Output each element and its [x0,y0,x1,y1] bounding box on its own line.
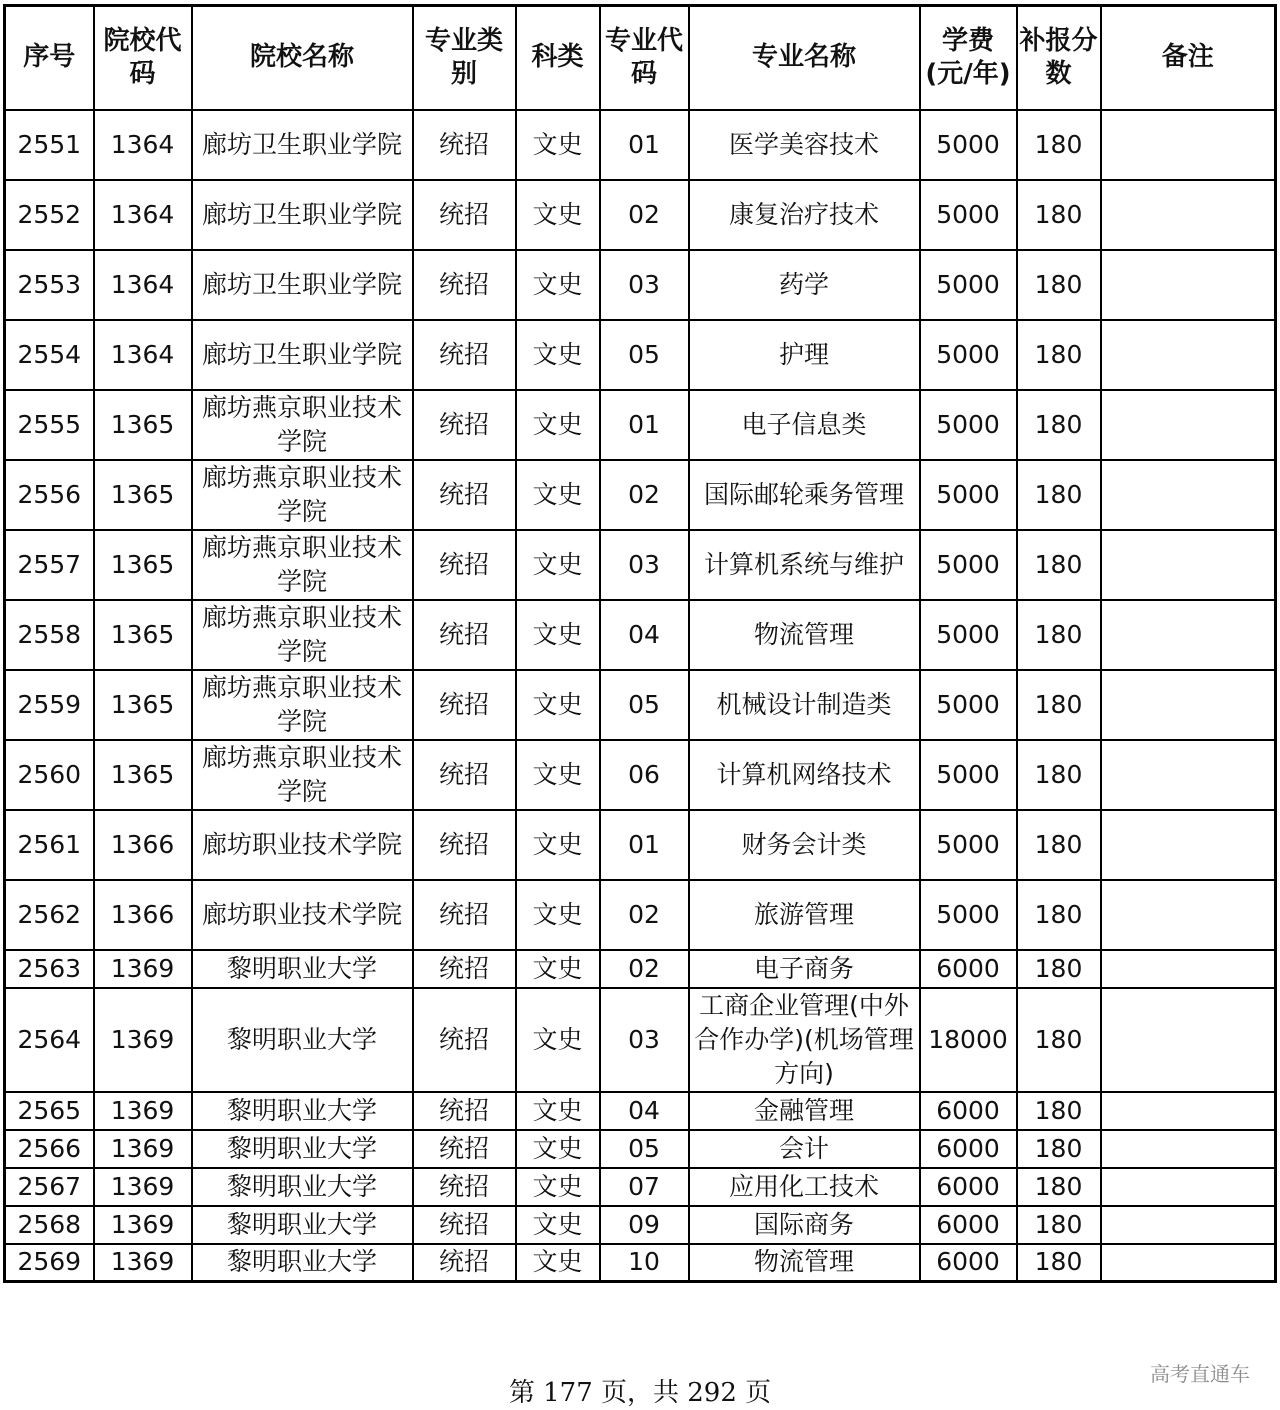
cell-score: 180 [1017,180,1101,250]
watermark: 高考直通车 [1150,1362,1250,1386]
cell-tuition: 5000 [920,250,1017,320]
cell-seq: 2560 [5,740,94,810]
cell-remarks [1101,950,1276,988]
cell-major-code: 05 [600,670,689,740]
cell-subject-type: 文史 [516,950,600,988]
cell-school-name: 黎明职业大学 [192,1206,413,1244]
cell-major-category: 统招 [413,950,516,988]
cell-school-name: 廊坊职业技术学院 [192,810,413,880]
cell-major-category: 统招 [413,1244,516,1282]
cell-major-name: 金融管理 [689,1092,920,1130]
cell-school-code: 1365 [94,600,192,670]
header-remarks: 备注 [1101,6,1276,110]
cell-tuition: 6000 [920,1168,1017,1206]
cell-school-name: 廊坊卫生职业学院 [192,110,413,180]
cell-seq: 2558 [5,600,94,670]
cell-score: 180 [1017,880,1101,950]
cell-major-code: 02 [600,950,689,988]
cell-major-code: 10 [600,1244,689,1282]
cell-major-code: 06 [600,740,689,810]
cell-major-code: 01 [600,390,689,460]
cell-major-category: 统招 [413,670,516,740]
cell-subject-type: 文史 [516,740,600,810]
cell-school-name: 廊坊燕京职业技术学院 [192,460,413,530]
cell-score: 180 [1017,1130,1101,1168]
table-row [5,740,1276,810]
cell-remarks [1101,250,1276,320]
cell-tuition: 5000 [920,180,1017,250]
cell-score: 180 [1017,1206,1101,1244]
cell-seq: 2554 [5,320,94,390]
cell-school-code: 1365 [94,670,192,740]
cell-seq: 2566 [5,1130,94,1168]
cell-score: 180 [1017,250,1101,320]
cell-school-name: 廊坊卫生职业学院 [192,180,413,250]
cell-subject-type: 文史 [516,1130,600,1168]
cell-seq: 2568 [5,1206,94,1244]
cell-major-code: 09 [600,1206,689,1244]
cell-subject-type: 文史 [516,110,600,180]
cell-major-code: 05 [600,320,689,390]
cell-major-category: 统招 [413,1130,516,1168]
cell-major-name: 财务会计类 [689,810,920,880]
cell-score: 180 [1017,390,1101,460]
cell-school-code: 1365 [94,530,192,600]
cell-tuition: 5000 [920,880,1017,950]
cell-major-code: 05 [600,1130,689,1168]
cell-remarks [1101,180,1276,250]
cell-school-name: 廊坊燕京职业技术学院 [192,670,413,740]
cell-score: 180 [1017,530,1101,600]
header-school-name: 院校名称 [192,6,413,110]
cell-major-name: 护理 [689,320,920,390]
cell-major-category: 统招 [413,1092,516,1130]
table-row [5,390,1276,460]
cell-subject-type: 文史 [516,810,600,880]
cell-school-code: 1365 [94,460,192,530]
cell-school-code: 1364 [94,110,192,180]
table-row [5,110,1276,180]
cell-major-name: 应用化工技术 [689,1168,920,1206]
cell-school-name: 黎明职业大学 [192,1130,413,1168]
cell-remarks [1101,880,1276,950]
cell-seq: 2555 [5,390,94,460]
cell-major-name: 国际商务 [689,1206,920,1244]
cell-school-name: 廊坊燕京职业技术学院 [192,600,413,670]
table-row [5,950,1276,988]
cell-major-category: 统招 [413,880,516,950]
cell-score: 180 [1017,810,1101,880]
cell-tuition: 5000 [920,460,1017,530]
cell-seq: 2564 [5,988,94,1092]
cell-score: 180 [1017,950,1101,988]
table-row [5,1168,1276,1206]
cell-major-category: 统招 [413,600,516,670]
cell-remarks [1101,390,1276,460]
cell-major-name: 工商企业管理(中外合作办学)(机场管理方向) [689,988,920,1092]
cell-tuition: 5000 [920,390,1017,460]
cell-major-category: 统招 [413,460,516,530]
cell-school-code: 1364 [94,320,192,390]
header-row [5,6,1276,110]
cell-tuition: 6000 [920,1092,1017,1130]
cell-remarks [1101,530,1276,600]
cell-school-name: 黎明职业大学 [192,1092,413,1130]
cell-remarks [1101,670,1276,740]
cell-score: 180 [1017,600,1101,670]
cell-remarks [1101,460,1276,530]
cell-remarks [1101,1206,1276,1244]
cell-major-name: 电子信息类 [689,390,920,460]
table-row [5,250,1276,320]
cell-subject-type: 文史 [516,880,600,950]
cell-remarks [1101,988,1276,1092]
cell-subject-type: 文史 [516,988,600,1092]
cell-subject-type: 文史 [516,1168,600,1206]
cell-tuition: 6000 [920,1130,1017,1168]
cell-major-category: 统招 [413,390,516,460]
cell-major-code: 01 [600,110,689,180]
cell-subject-type: 文史 [516,1092,600,1130]
cell-major-name: 旅游管理 [689,880,920,950]
cell-school-code: 1364 [94,250,192,320]
header-major-category: 专业类别 [413,6,516,110]
header-subject-type: 科类 [516,6,600,110]
cell-school-code: 1369 [94,950,192,988]
table-body [5,110,1276,1282]
table-row [5,1130,1276,1168]
cell-school-code: 1369 [94,1130,192,1168]
cell-remarks [1101,1244,1276,1282]
cell-major-code: 04 [600,1092,689,1130]
cell-major-category: 统招 [413,988,516,1092]
cell-seq: 2562 [5,880,94,950]
cell-school-code: 1369 [94,988,192,1092]
cell-tuition: 5000 [920,740,1017,810]
cell-major-name: 机械设计制造类 [689,670,920,740]
cell-school-code: 1365 [94,390,192,460]
cell-subject-type: 文史 [516,530,600,600]
table-row [5,530,1276,600]
cell-score: 180 [1017,110,1101,180]
table-row [5,460,1276,530]
cell-school-name: 黎明职业大学 [192,1168,413,1206]
header-school-code: 院校代码 [94,6,192,110]
cell-school-code: 1369 [94,1092,192,1130]
cell-major-name: 物流管理 [689,1244,920,1282]
cell-seq: 2565 [5,1092,94,1130]
cell-remarks [1101,1092,1276,1130]
cell-school-name: 黎明职业大学 [192,1244,413,1282]
cell-tuition: 18000 [920,988,1017,1092]
cell-tuition: 6000 [920,950,1017,988]
cell-seq: 2551 [5,110,94,180]
cell-tuition: 5000 [920,530,1017,600]
cell-major-code: 03 [600,988,689,1092]
cell-seq: 2563 [5,950,94,988]
cell-score: 180 [1017,320,1101,390]
cell-remarks [1101,1130,1276,1168]
cell-major-name: 康复治疗技术 [689,180,920,250]
table-row [5,180,1276,250]
table-row [5,670,1276,740]
cell-tuition: 5000 [920,320,1017,390]
cell-seq: 2557 [5,530,94,600]
cell-school-code: 1366 [94,880,192,950]
cell-school-name: 廊坊卫生职业学院 [192,250,413,320]
cell-major-name: 物流管理 [689,600,920,670]
page-footer: 第 177 页，共 292 页 [508,1378,772,1408]
cell-major-code: 02 [600,460,689,530]
cell-seq: 2556 [5,460,94,530]
table-row [5,320,1276,390]
cell-subject-type: 文史 [516,600,600,670]
cell-major-category: 统招 [413,1206,516,1244]
cell-major-code: 07 [600,1168,689,1206]
header-major-name: 专业名称 [689,6,920,110]
cell-major-code: 02 [600,180,689,250]
cell-score: 180 [1017,670,1101,740]
header-seq: 序号 [5,6,94,110]
cell-remarks [1101,320,1276,390]
cell-major-category: 统招 [413,740,516,810]
table-row [5,880,1276,950]
cell-major-name: 电子商务 [689,950,920,988]
cell-school-name: 廊坊职业技术学院 [192,880,413,950]
cell-score: 180 [1017,740,1101,810]
cell-score: 180 [1017,988,1101,1092]
table-row [5,1206,1276,1244]
table-row [5,1244,1276,1282]
cell-tuition: 5000 [920,600,1017,670]
cell-major-name: 计算机系统与维护 [689,530,920,600]
cell-seq: 2559 [5,670,94,740]
cell-seq: 2552 [5,180,94,250]
cell-subject-type: 文史 [516,1244,600,1282]
cell-school-name: 廊坊燕京职业技术学院 [192,390,413,460]
header-major-code: 专业代码 [600,6,689,110]
cell-major-name: 计算机网络技术 [689,740,920,810]
cell-remarks [1101,740,1276,810]
cell-remarks [1101,600,1276,670]
cell-major-category: 统招 [413,110,516,180]
cell-major-code: 02 [600,880,689,950]
cell-school-code: 1364 [94,180,192,250]
cell-subject-type: 文史 [516,320,600,390]
header-score: 补报分数 [1017,6,1101,110]
cell-school-name: 黎明职业大学 [192,988,413,1092]
cell-tuition: 6000 [920,1206,1017,1244]
cell-school-name: 廊坊燕京职业技术学院 [192,530,413,600]
cell-major-category: 统招 [413,530,516,600]
table-row [5,1092,1276,1130]
cell-seq: 2569 [5,1244,94,1282]
cell-subject-type: 文史 [516,180,600,250]
cell-school-name: 廊坊卫生职业学院 [192,320,413,390]
cell-major-category: 统招 [413,810,516,880]
table-row [5,810,1276,880]
cell-school-code: 1365 [94,740,192,810]
header-tuition: 学费(元/年) [920,6,1017,110]
cell-major-name: 会计 [689,1130,920,1168]
cell-major-name: 医学美容技术 [689,110,920,180]
cell-remarks [1101,810,1276,880]
cell-subject-type: 文史 [516,1206,600,1244]
cell-school-name: 廊坊燕京职业技术学院 [192,740,413,810]
admission-table [3,4,1277,1283]
cell-score: 180 [1017,460,1101,530]
cell-remarks [1101,110,1276,180]
cell-school-code: 1369 [94,1168,192,1206]
cell-major-category: 统招 [413,180,516,250]
cell-major-name: 药学 [689,250,920,320]
cell-subject-type: 文史 [516,460,600,530]
cell-score: 180 [1017,1092,1101,1130]
table-row [5,600,1276,670]
cell-major-name: 国际邮轮乘务管理 [689,460,920,530]
cell-major-code: 04 [600,600,689,670]
cell-major-code: 03 [600,530,689,600]
cell-school-code: 1369 [94,1206,192,1244]
cell-school-code: 1369 [94,1244,192,1282]
cell-seq: 2561 [5,810,94,880]
cell-remarks [1101,1168,1276,1206]
cell-school-code: 1366 [94,810,192,880]
cell-major-code: 03 [600,250,689,320]
cell-tuition: 5000 [920,110,1017,180]
cell-major-code: 01 [600,810,689,880]
cell-score: 180 [1017,1168,1101,1206]
cell-major-category: 统招 [413,1168,516,1206]
cell-seq: 2553 [5,250,94,320]
cell-tuition: 5000 [920,670,1017,740]
cell-tuition: 6000 [920,1244,1017,1282]
cell-subject-type: 文史 [516,250,600,320]
cell-subject-type: 文史 [516,390,600,460]
cell-score: 180 [1017,1244,1101,1282]
table-row [5,988,1276,1092]
cell-tuition: 5000 [920,810,1017,880]
cell-major-category: 统招 [413,320,516,390]
cell-school-name: 黎明职业大学 [192,950,413,988]
cell-seq: 2567 [5,1168,94,1206]
cell-subject-type: 文史 [516,670,600,740]
cell-major-category: 统招 [413,250,516,320]
